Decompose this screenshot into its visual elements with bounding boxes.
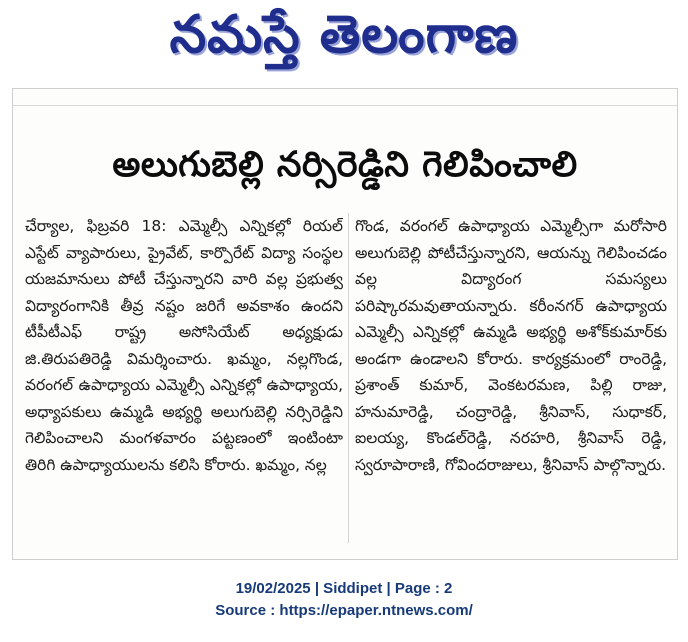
article-column-right: గొండ, వరంగల్ ఉపాధ్యాయ ఎమ్మెల్సీగా మరోసారి అలుగుబెల్లి పోటీచేస్తున్నారని, ఆయన్ను గెలిపించడం వల్ల విద్యారంగ సమస్యలు పరిష్కారమవుతాయన్నారు. కరీంనగర్ ఉపాధ్యాయ ఎమ్మెల్సీ ఎన్నికల్లో ఉమ్మడి అభ్యర్థి అశోక్‌కుమార్‌కు అండగా ఉండాలని కోరారు. కార్యక్రమంలో రాంరెడ్డి, ప్రశాంత్ కుమార్, వెంకటరమణ, పిల్లి రాజు, హనుమారెడ్డి, చంద్రారెడ్డి, శ్రీనివాస్, సుధాకర్, ఐలయ్య, కొండల్‌రెడ్డి, నరహరి, శ్రీనివాస్ రెడ్డి, స్వరూపారాణి, గోవిందరాజులు, శ్రీనివాస్ పాల్గొన్నారు. xyxy=(355,217,667,474)
page-footer xyxy=(0,578,688,622)
article-column-left: చేర్యాల, ఫిబ్రవరి 18: ఎమ్మెల్సీ ఎన్నికల్లో రియల్ ఎస్టేట్ వ్యాపారులు, ప్రైవేట్, కార్పొరేట్ విద్యా సంస్థల యజమానులు పోటీ చేస్తున్నారని వారి వల్ల ప్రభుత్వ విద్యారంగానికి తీవ్ర నష్టం జరిగే అవకాశం ఉందని టీపీటీఎఫ్ రాష్ట్ర అసోసియేట్ అధ్యక్షుడు జి.తిరుపతిరెడ్డి విమర్శించారు. ఖమ్మం, నల్లగొండ, వరంగల్ ఉపాధ్యాయ ఎమ్మెల్సీ ఎన్నికల్లో ఉపాధ్యాయ, అధ్యాపకులు ఉమ్మడి అభ్యర్థి అలుగుబెల్లి నర్సిరెడ్డిని గెలిపించాలని మంగళవారం పట్టణంలో ఇంటింటా తిరిగి ఉపాధ్యాయులను కలిసి కోరారు. ఖమ్మం, నల్ల xyxy=(25,217,343,474)
masthead xyxy=(0,0,688,82)
article-clipping xyxy=(12,88,678,560)
article-headline: అలుగుబెల్లి నర్సిరెడ్డిని గెలిపించాలి xyxy=(112,145,578,185)
edition-info: 19/02/2025 | Siddipet | Page : 2 xyxy=(235,580,453,597)
source-link[interactable]: Source : https://epaper.ntnews.com/ xyxy=(215,602,473,619)
newspaper-logo: నమస్తే తెలంగాణ xyxy=(169,4,519,65)
column-divider xyxy=(348,213,349,543)
clipping-top-rule xyxy=(13,89,677,106)
